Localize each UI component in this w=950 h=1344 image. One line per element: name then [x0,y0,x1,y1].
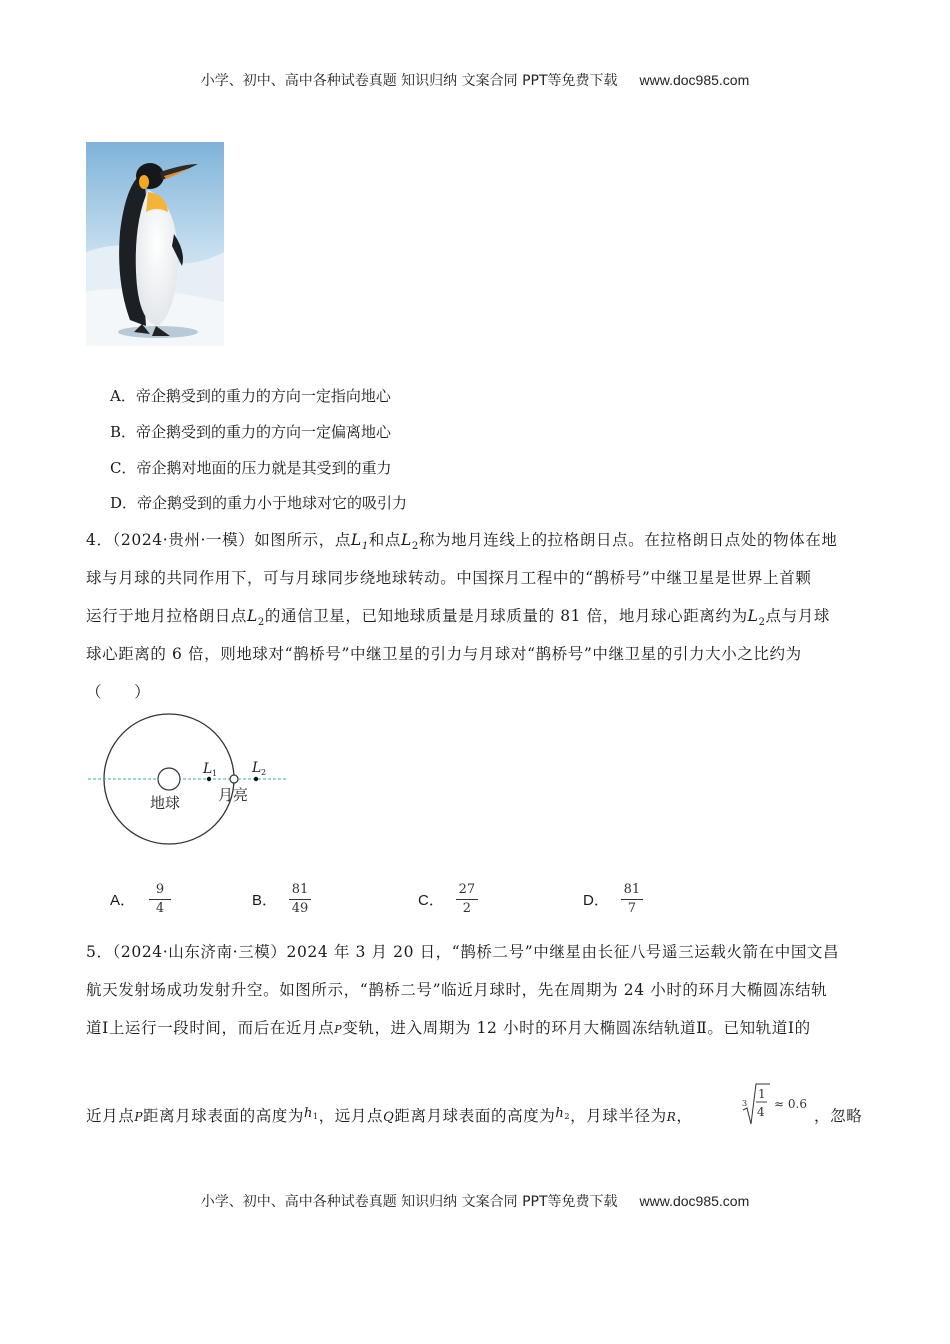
q4-text: 称为地月连线上的拉格朗日点。在拉格朗日点处的物体在地 [418,531,838,549]
q3-option-c: C．帝企鹅对地面的压力就是其受到的重力 [110,459,392,477]
q3-option-d: D．帝企鹅受到的重力小于地球对它的吸引力 [110,494,408,512]
q4-option-b [252,878,311,920]
numerator: 27 [458,881,476,897]
fraction [456,882,478,917]
l2-point [254,777,258,781]
q4-option-c [418,878,478,920]
root-index: 3 [742,1099,748,1108]
q5-text: 距离月球表面的高度为 [394,1107,556,1125]
earth-label: 地球 [150,794,181,812]
q4-text: 的通信卫星，已知地球质量是月球质量的 81 倍，地月球心距离约为 [264,607,748,625]
symbol-h2: h [555,1106,565,1121]
fraction [289,882,311,917]
option-letter: A． [110,891,136,909]
footer-text: 小学、初中、高中各种试卷真题 知识归纳 文案合同 PPT等免费下载 [200,1194,618,1210]
symbol-h2-sub: 2 [564,1112,571,1121]
symbol-l2-sub: 2 [758,617,766,629]
earth-moon-diagram [86,710,296,850]
q5-text: ，远月点 [318,1107,384,1125]
q4-line-4: 球心距离的 6 倍，则地球对“鹊桥号”中继卫星的引力与月球对“鹊桥号”中继卫星的引力大小之比约为 [86,645,802,663]
q4-text: 运行于地月拉格朗日点 [86,607,248,625]
q3-option-a: A．帝企鹅受到的重力的方向一定指向地心 [110,387,391,405]
header-text: 小学、初中、高中各种试卷真题 知识归纳 文案合同 PPT等免费下载 [200,73,618,89]
numerator: 81 [291,881,309,897]
fraction [149,882,171,917]
q5-line-1: 5．（2024·山东济南·三模）2024 年 3 月 20 日，“鹊桥二号”中继星由长征八号遥三运载火箭在中国文昌 [86,943,840,961]
numerator: 9 [155,881,165,897]
symbol-p: P [134,1110,143,1124]
header-site-link[interactable]: www.doc985.com [639,72,750,88]
l2-label: L [252,760,262,776]
q5-text: 近月点 [86,1107,135,1125]
option-letter: B． [252,891,278,909]
l1-label: L [203,761,213,777]
denominator: 49 [291,900,309,916]
cube-root-expression [740,1080,810,1130]
numerator: 81 [623,881,641,897]
symbol-l2-sub: 2 [411,541,419,553]
l1-point [207,777,211,781]
moon-label: 月亮 [218,786,249,804]
page-header [0,70,950,90]
q5-line-4-end: ，忽略 [814,1107,863,1125]
q5-line-2: 航天发射场成功发射升空。如图所示，“鹊桥二号”临近月球时，先在周期为 24 小时的环月大椭圆冻结轨 [86,981,828,999]
symbol-l2: L [401,531,412,549]
root-numerator: 1 [758,1087,766,1101]
moon-circle [230,775,238,783]
page-footer [0,1191,950,1211]
symbol-h1-sub: 1 [313,1112,319,1121]
denominator: 2 [462,900,471,916]
q4-option-d [583,878,643,920]
symbol-p: P [334,1023,343,1036]
q4-line-2: 球与月球的共同作用下，可与月球同步绕地球转动。中国探月工程中的“鹊桥号”中继卫星是世界上首颗 [86,569,812,587]
symbol-q: Q [383,1110,395,1125]
q5-text: ，月球半径为 [570,1107,667,1125]
root-denominator: 4 [757,1105,765,1119]
q5-text: 变轨，进入周期为 12 小时的环月大椭圆冻结轨道Ⅱ。已知轨道Ⅰ的 [342,1019,811,1037]
root-approx: ≈ 0.6 [774,1097,807,1111]
option-letter: D． [583,891,609,909]
fraction [621,882,643,917]
penguin-photo [86,142,224,346]
q4-answer-bracket: （ ） [86,683,151,701]
earth-circle [158,768,180,790]
q5-text: ， [676,1107,693,1125]
symbol-l2: L [247,607,258,625]
symbol-l2-sub: 2 [257,617,265,629]
q5-text: 道Ⅰ上运行一段时间，而后在近月点 [86,1019,335,1037]
symbol-l1-sub: 1 [361,541,369,553]
q5-text: 距离月球表面的高度为 [143,1107,305,1125]
q4-text: 点与月球 [765,607,830,625]
option-letter: C． [418,891,444,909]
q4-text: 4．（2024·贵州·一模）如图所示，点 [86,531,351,549]
q4-line-1 [86,528,837,552]
footer-site-link[interactable]: www.doc985.com [639,1193,750,1209]
q5-line-3 [86,1016,811,1038]
q4-text: 和点 [368,531,401,549]
symbol-l2: L [747,607,759,625]
q4-option-a [110,878,171,920]
q4-line-3 [86,604,830,628]
symbol-h1: h [304,1106,313,1121]
q5-line-4 [86,1104,692,1126]
q3-option-b: B．帝企鹅受到的重力的方向一定偏离地心 [110,423,392,441]
symbol-r: R [666,1110,677,1124]
l1-label-sub: 1 [212,769,218,778]
denominator: 4 [155,900,165,916]
denominator: 7 [627,900,636,916]
symbol-l1: L [350,531,362,549]
l2-label-sub: 2 [261,768,267,777]
